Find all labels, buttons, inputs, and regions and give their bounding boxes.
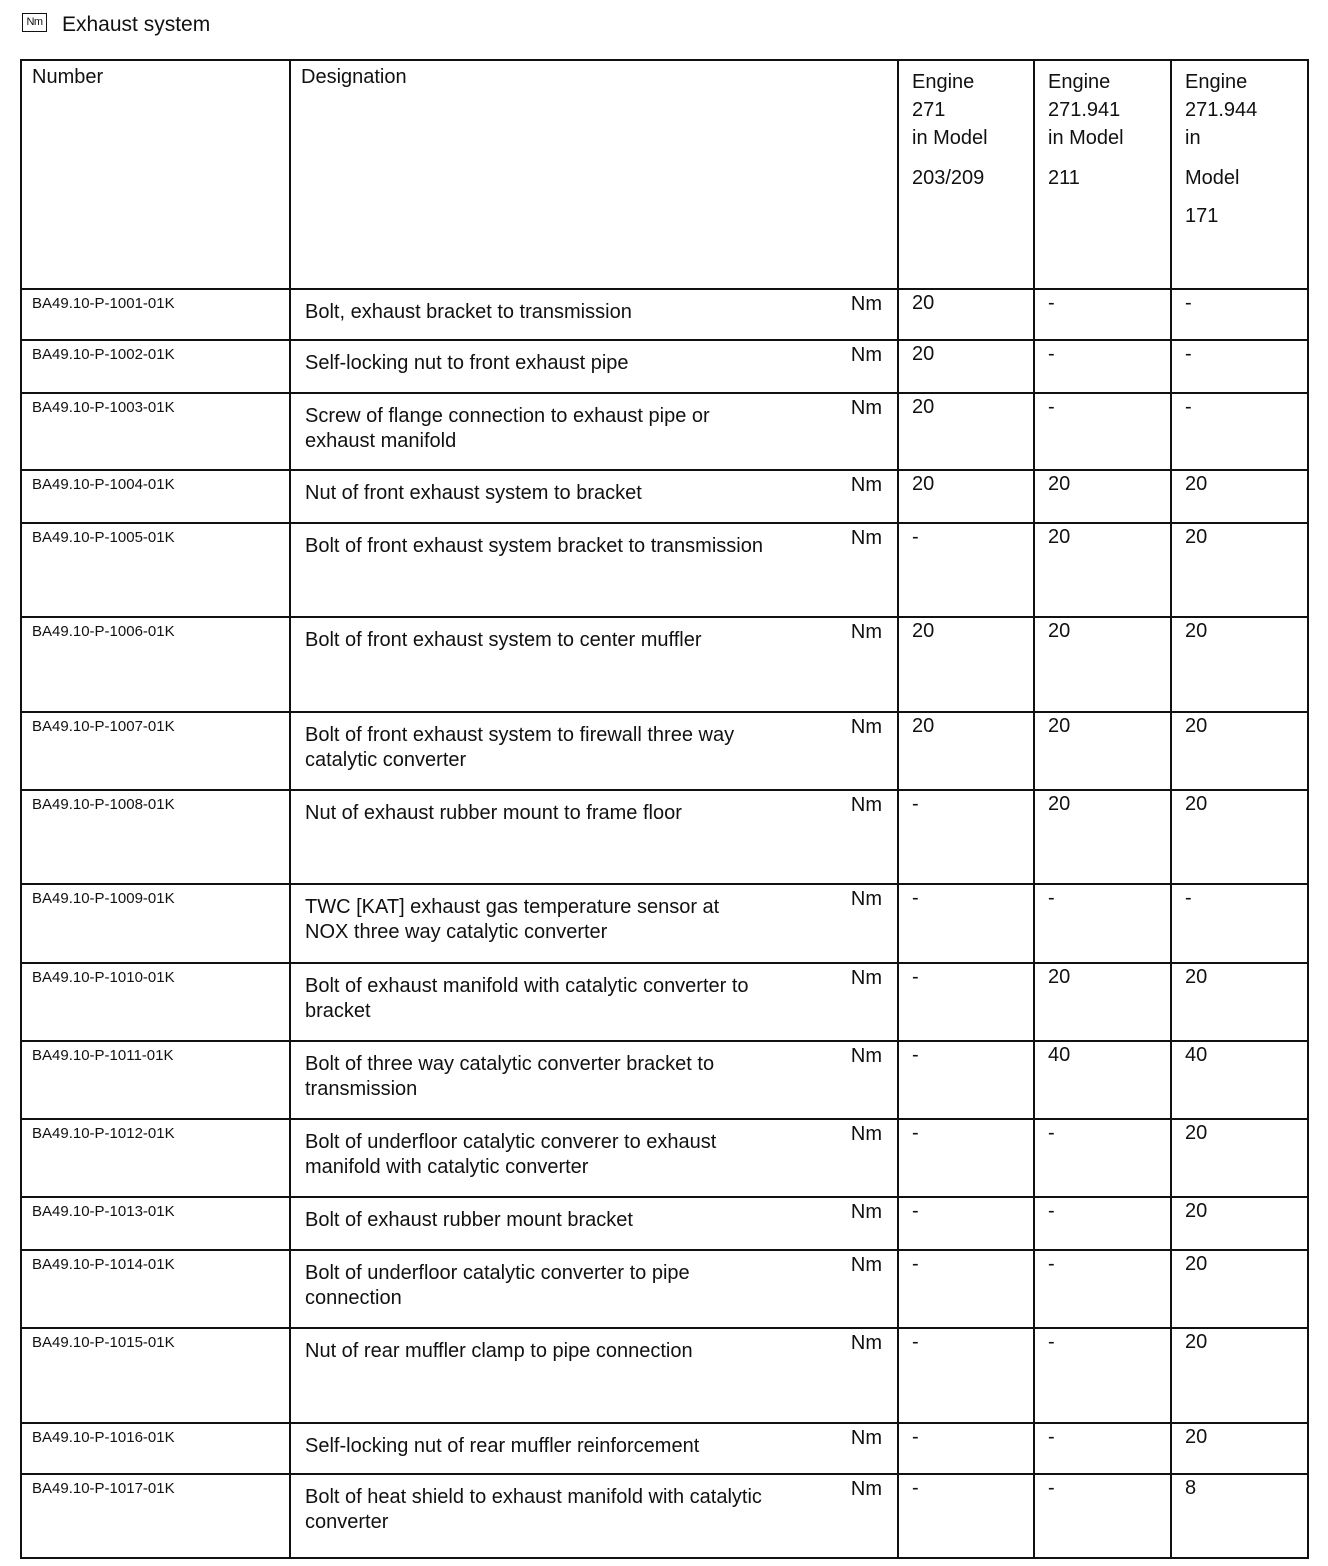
- row-designation: [290, 1423, 898, 1474]
- value-engine-271941: -: [1034, 1328, 1171, 1423]
- row-number: BA49.10-P-1008-01K: [21, 790, 290, 884]
- table-row: [21, 1119, 1308, 1197]
- value-engine-271: 20: [898, 289, 1034, 340]
- row-number: BA49.10-P-1006-01K: [21, 617, 290, 712]
- value-engine-271: 20: [898, 393, 1034, 470]
- value-engine-271: -: [898, 963, 1034, 1041]
- value-engine-271944: 20: [1171, 617, 1308, 712]
- model-code: 211: [1048, 167, 1080, 189]
- row-designation: [290, 617, 898, 712]
- row-number: BA49.10-P-1004-01K: [21, 470, 290, 523]
- table-row: [21, 1328, 1308, 1423]
- unit-label: Nm: [850, 1427, 882, 1449]
- table-row: [21, 617, 1308, 712]
- row-designation: [290, 884, 898, 963]
- unit-label: Nm: [850, 716, 882, 738]
- table-row: [21, 1250, 1308, 1328]
- unit-label: Nm: [850, 527, 882, 549]
- value-engine-271944: -: [1171, 340, 1308, 393]
- row-number: BA49.10-P-1017-01K: [21, 1474, 290, 1558]
- row-designation: [290, 470, 898, 523]
- table-row: [21, 884, 1308, 963]
- engine-label: Engine: [1048, 71, 1111, 93]
- torque-nm-icon: Nm: [22, 13, 47, 32]
- unit-label: Nm: [850, 474, 882, 496]
- designation-text: Bolt of three way catalytic converter bracket to transmission: [305, 1053, 715, 1100]
- value-engine-271: -: [898, 1119, 1034, 1197]
- table-row: [21, 289, 1308, 340]
- row-designation: [290, 1119, 898, 1197]
- value-engine-271941: 20: [1034, 470, 1171, 523]
- row-designation: [290, 712, 898, 790]
- row-number: BA49.10-P-1007-01K: [21, 712, 290, 790]
- value-engine-271: -: [898, 1474, 1034, 1558]
- value-engine-271941: 20: [1034, 617, 1171, 712]
- table-header-row: [21, 60, 1308, 289]
- unit-label: Nm: [850, 293, 882, 315]
- value-engine-271: -: [898, 1250, 1034, 1328]
- row-designation: [290, 340, 898, 393]
- row-number: BA49.10-P-1011-01K: [21, 1041, 290, 1119]
- model-label: in Model: [912, 127, 988, 149]
- value-engine-271944: 20: [1171, 1250, 1308, 1328]
- value-engine-271: 20: [898, 340, 1034, 393]
- engine-code: 271.941: [1048, 99, 1121, 121]
- row-number: BA49.10-P-1003-01K: [21, 393, 290, 470]
- value-engine-271944: 20: [1171, 470, 1308, 523]
- engine-code: 271.944: [1185, 99, 1258, 121]
- table-row: [21, 470, 1308, 523]
- value-engine-271944: 20: [1171, 1119, 1308, 1197]
- column-header-engine-271944: [1171, 60, 1308, 289]
- value-engine-271941: 20: [1034, 523, 1171, 617]
- value-engine-271944: 20: [1171, 790, 1308, 884]
- row-designation: [290, 1328, 898, 1423]
- table-row: [21, 1197, 1308, 1250]
- torque-table: [20, 59, 1309, 1559]
- value-engine-271: 20: [898, 617, 1034, 712]
- unit-label: Nm: [850, 621, 882, 643]
- designation-text: Bolt of front exhaust system to center muffler: [305, 629, 702, 651]
- designation-text: Self-locking nut of rear muffler reinforcement: [305, 1435, 700, 1457]
- value-engine-271: -: [898, 1197, 1034, 1250]
- page-header: [22, 10, 210, 40]
- value-engine-271: 20: [898, 470, 1034, 523]
- designation-text: Bolt of heat shield to exhaust manifold with catalytic converter: [305, 1486, 762, 1533]
- engine-code: 271: [912, 99, 946, 121]
- value-engine-271941: 20: [1034, 963, 1171, 1041]
- row-designation: [290, 790, 898, 884]
- value-engine-271: -: [898, 1328, 1034, 1423]
- unit-label: Nm: [850, 1201, 882, 1223]
- value-engine-271944: 8: [1171, 1474, 1308, 1558]
- unit-label: Nm: [850, 1123, 882, 1145]
- value-engine-271941: 40: [1034, 1041, 1171, 1119]
- unit-label: Nm: [850, 397, 882, 419]
- engine-label: Engine: [1185, 71, 1248, 93]
- value-engine-271941: 20: [1034, 790, 1171, 884]
- page-title: Exhaust system: [62, 13, 211, 36]
- value-engine-271944: 20: [1171, 523, 1308, 617]
- unit-label: Nm: [850, 1332, 882, 1354]
- designation-text: Nut of rear muffler clamp to pipe connection: [305, 1340, 693, 1362]
- value-engine-271: -: [898, 1041, 1034, 1119]
- value-engine-271941: -: [1034, 1197, 1171, 1250]
- designation-text: Nut of front exhaust system to bracket: [305, 482, 642, 504]
- row-designation: [290, 393, 898, 470]
- unit-label: Nm: [850, 344, 882, 366]
- table-row: [21, 790, 1308, 884]
- value-engine-271941: -: [1034, 1474, 1171, 1558]
- engine-label: Engine: [912, 71, 975, 93]
- designation-text: Nut of exhaust rubber mount to frame floor: [305, 802, 682, 824]
- row-number: BA49.10-P-1002-01K: [21, 340, 290, 393]
- row-designation: [290, 289, 898, 340]
- value-engine-271944: -: [1171, 289, 1308, 340]
- value-engine-271941: -: [1034, 340, 1171, 393]
- model-label: in Model: [1048, 127, 1124, 149]
- designation-text: Bolt of front exhaust system to firewall three way catalytic converter: [305, 724, 735, 771]
- unit-label: Nm: [850, 888, 882, 910]
- value-engine-271941: -: [1034, 884, 1171, 963]
- row-number: BA49.10-P-1005-01K: [21, 523, 290, 617]
- unit-label: Nm: [850, 1254, 882, 1276]
- row-designation: [290, 1197, 898, 1250]
- unit-label: Nm: [850, 1045, 882, 1067]
- row-number: BA49.10-P-1010-01K: [21, 963, 290, 1041]
- row-number: BA49.10-P-1001-01K: [21, 289, 290, 340]
- column-header-engine-271: [898, 60, 1034, 289]
- value-engine-271944: 20: [1171, 1423, 1308, 1474]
- table-row: [21, 393, 1308, 470]
- row-designation: [290, 1474, 898, 1558]
- row-number: BA49.10-P-1016-01K: [21, 1423, 290, 1474]
- unit-label: Nm: [850, 967, 882, 989]
- value-engine-271944: 20: [1171, 712, 1308, 790]
- value-engine-271: -: [898, 523, 1034, 617]
- value-engine-271941: -: [1034, 393, 1171, 470]
- designation-text: Bolt of underfloor catalytic converter to pipe connection: [305, 1262, 690, 1309]
- designation-text: Bolt of underfloor catalytic converer to exhaust manifold with catalytic converter: [305, 1131, 717, 1178]
- value-engine-271944: 20: [1171, 1328, 1308, 1423]
- model-code: 171: [1185, 205, 1219, 227]
- designation-text: TWC [KAT] exhaust gas temperature sensor at NOX three way catalytic converter: [305, 896, 720, 943]
- row-number: BA49.10-P-1009-01K: [21, 884, 290, 963]
- value-engine-271: -: [898, 790, 1034, 884]
- value-engine-271941: -: [1034, 1250, 1171, 1328]
- unit-label: Nm: [850, 794, 882, 816]
- model-label: Model: [1185, 167, 1240, 189]
- value-engine-271941: -: [1034, 1423, 1171, 1474]
- table-row: [21, 1423, 1308, 1474]
- value-engine-271944: -: [1171, 393, 1308, 470]
- value-engine-271941: -: [1034, 289, 1171, 340]
- row-designation: [290, 963, 898, 1041]
- table-row: [21, 963, 1308, 1041]
- row-number: BA49.10-P-1013-01K: [21, 1197, 290, 1250]
- designation-text: Bolt, exhaust bracket to transmission: [305, 301, 632, 323]
- in-label: in: [1185, 127, 1201, 149]
- value-engine-271: -: [898, 884, 1034, 963]
- value-engine-271: 20: [898, 712, 1034, 790]
- table-row: [21, 712, 1308, 790]
- row-number: BA49.10-P-1015-01K: [21, 1328, 290, 1423]
- row-number: BA49.10-P-1012-01K: [21, 1119, 290, 1197]
- table-row: [21, 340, 1308, 393]
- model-code: 203/209: [912, 167, 985, 189]
- value-engine-271941: -: [1034, 1119, 1171, 1197]
- designation-text: Bolt of exhaust rubber mount bracket: [305, 1209, 633, 1231]
- row-designation: [290, 1250, 898, 1328]
- unit-label: Nm: [850, 1478, 882, 1500]
- value-engine-271944: -: [1171, 884, 1308, 963]
- designation-text: Bolt of front exhaust system bracket to transmission: [305, 535, 763, 557]
- designation-text: Screw of flange connection to exhaust pipe or exhaust manifold: [305, 405, 710, 452]
- row-number: BA49.10-P-1014-01K: [21, 1250, 290, 1328]
- row-designation: [290, 1041, 898, 1119]
- value-engine-271944: 20: [1171, 1197, 1308, 1250]
- table-row: [21, 523, 1308, 617]
- value-engine-271944: 20: [1171, 963, 1308, 1041]
- value-engine-271941: 20: [1034, 712, 1171, 790]
- value-engine-271944: 40: [1171, 1041, 1308, 1119]
- designation-text: Self-locking nut to front exhaust pipe: [305, 352, 629, 374]
- value-engine-271: -: [898, 1423, 1034, 1474]
- designation-text: Bolt of exhaust manifold with catalytic converter to bracket: [305, 975, 749, 1022]
- table-row: [21, 1474, 1308, 1558]
- row-designation: [290, 523, 898, 617]
- column-header-engine-271941: [1034, 60, 1171, 289]
- table-row: [21, 1041, 1308, 1119]
- column-header-designation: Designation: [290, 60, 898, 289]
- column-header-number: Number: [21, 60, 290, 289]
